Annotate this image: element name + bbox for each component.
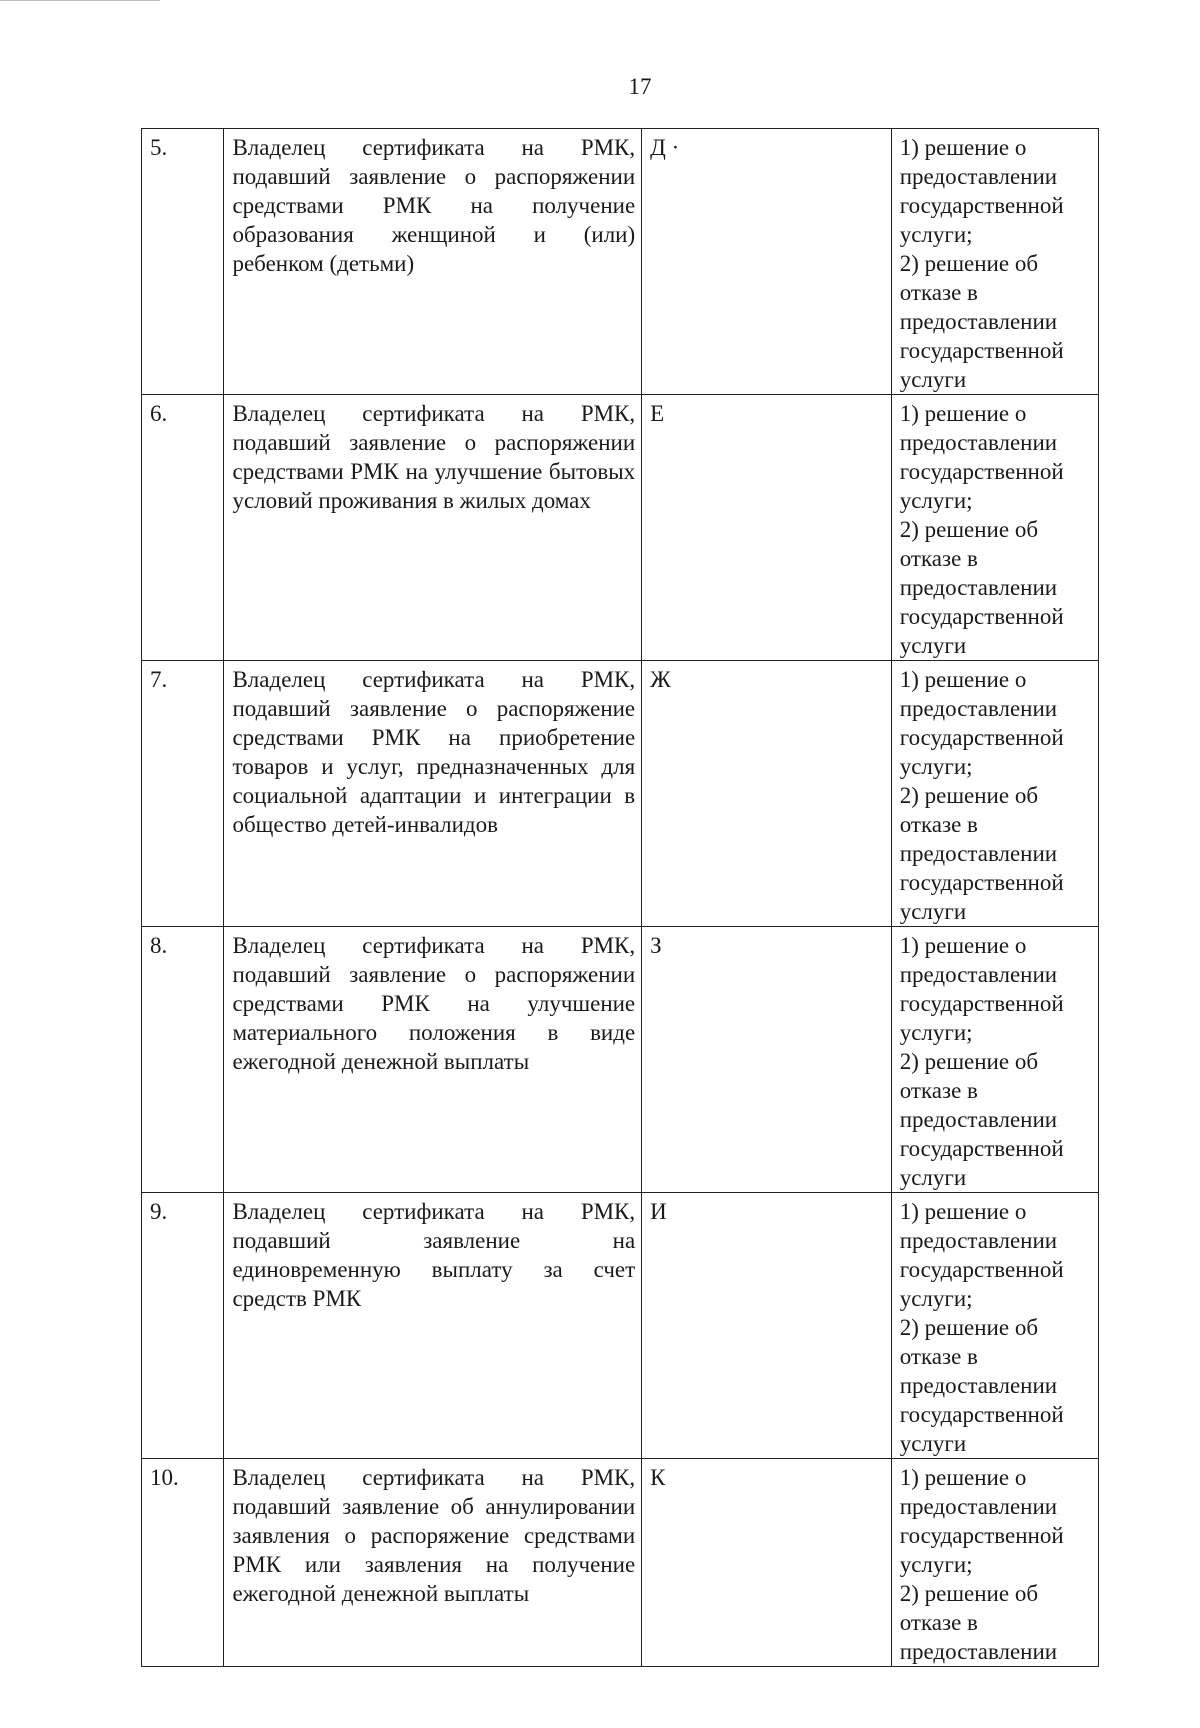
row-number: 9. <box>142 1193 224 1459</box>
service-result: 1) решение о предоставлении государственной услуги; 2) решение об отказе в предоставлении государственной услуги <box>891 395 1098 661</box>
applicant-description: Владелец сертификата на РМК, подавший заявление о распоряжении средствами РМК на улучшение бытовых условий проживания в жилых домах <box>224 395 642 661</box>
service-code: Ж <box>642 661 892 927</box>
row-number: 8. <box>142 927 224 1193</box>
table-row <box>142 927 1099 1193</box>
service-code: К <box>642 1459 892 1667</box>
row-number: 5. <box>142 129 224 395</box>
scan-edge-mark <box>0 0 160 1</box>
service-result: 1) решение о предоставлении государственной услуги; 2) решение об отказе в предоставлении государственной услуги <box>891 661 1098 927</box>
page-number: 17 <box>628 74 652 99</box>
table-row <box>142 1193 1099 1459</box>
service-result: 1) решение о предоставлении государственной услуги; 2) решение об отказе в предоставлении государственной услуги <box>891 129 1098 395</box>
applicant-description: Владелец сертификата на РМК, подавший заявление о распоряжении средствами РМК на улучшение материального положения в виде ежегодной денежной выплаты <box>224 927 642 1193</box>
table-row <box>142 395 1099 661</box>
services-table <box>141 128 1099 1667</box>
row-number: 10. <box>142 1459 224 1667</box>
service-code: Д · <box>642 129 892 395</box>
applicant-description: Владелец сертификата на РМК, подавший заявление о распоряжение средствами РМК на приобретение товаров и услуг, предназначенных для социальной адаптации и интеграции в общество детей-инвалидов <box>224 661 642 927</box>
row-number: 7. <box>142 661 224 927</box>
applicant-description: Владелец сертификата на РМК, подавший заявление об аннулировании заявления о распоряжение средствами РМК или заявления на получение ежегодной денежной выплаты <box>224 1459 642 1667</box>
applicant-description: Владелец сертификата на РМК, подавший заявление на единовременную выплату за счет средств РМК <box>224 1193 642 1459</box>
table-row <box>142 1459 1099 1667</box>
table-row <box>142 129 1099 395</box>
service-result: 1) решение о предоставлении государственной услуги; 2) решение об отказе в предоставлении государственной услуги <box>891 1193 1098 1459</box>
table-row <box>142 661 1099 927</box>
service-result: 1) решение о предоставлении государственной услуги; 2) решение об отказе в предоставлении <box>891 1459 1098 1667</box>
service-code: Е <box>642 395 892 661</box>
service-code: И <box>642 1193 892 1459</box>
applicant-description: Владелец сертификата на РМК, подавший заявление о распоряжении средствами РМК на получение образования женщиной и (или) ребенком (детьми) <box>224 129 642 395</box>
service-code: З <box>642 927 892 1193</box>
row-number: 6. <box>142 395 224 661</box>
service-result: 1) решение о предоставлении государственной услуги; 2) решение об отказе в предоставлении государственной услуги <box>891 927 1098 1193</box>
